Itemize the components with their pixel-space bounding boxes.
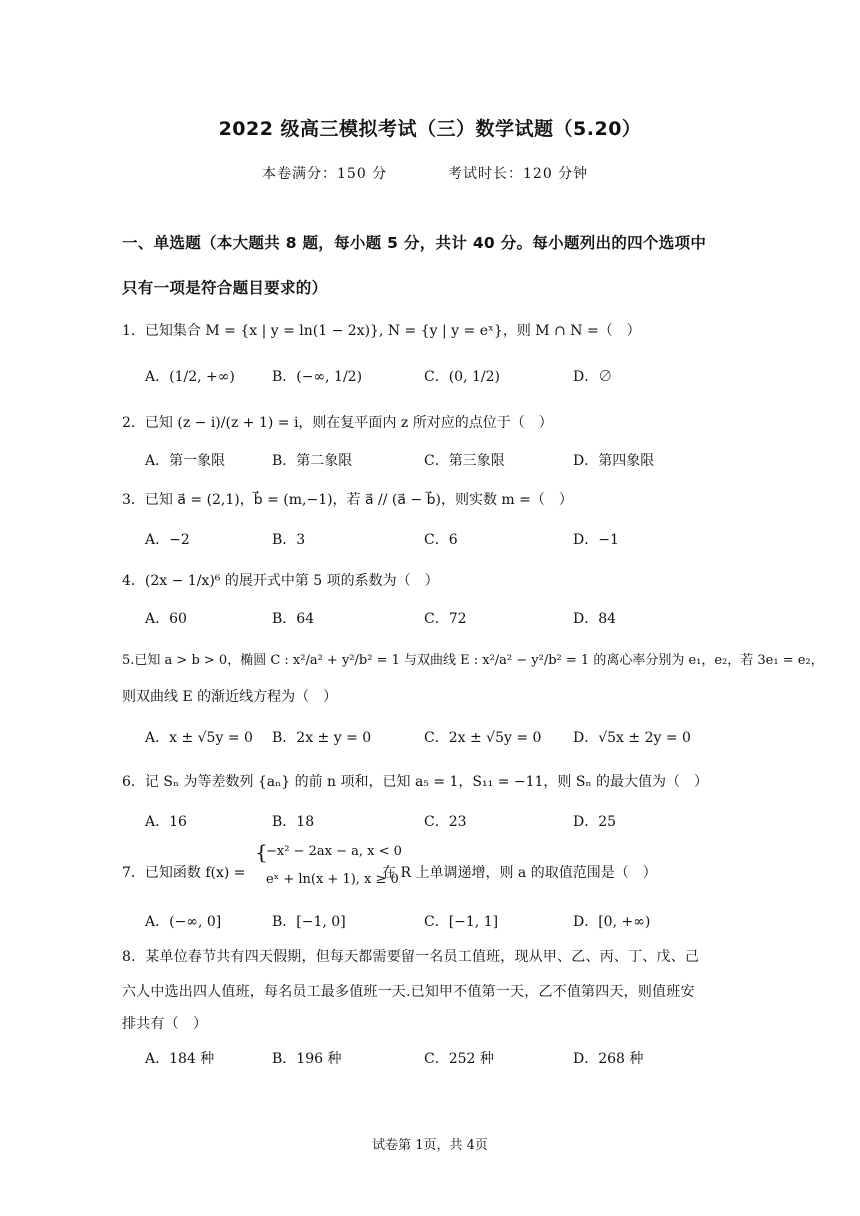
question-5-option-d: D．√5x ± 2y = 0 <box>573 730 691 746</box>
piecewise-brace: { <box>255 840 268 864</box>
question-8-option-c: C．252 种 <box>424 1051 494 1067</box>
question-6-stem: 6．记 Sₙ 为等差数列 {aₙ} 的前 n 项和，已知 a₅ = 1，S₁₁ = −11，则 Sₙ 的最大值为（ ） <box>122 774 708 790</box>
question-4-option-b: B．64 <box>272 611 315 627</box>
question-4-option-d: D．84 <box>573 611 617 627</box>
question-7-option-d: D．[0, +∞) <box>573 914 651 930</box>
question-7-piece-2: eˣ + ln(x + 1), x ≥ 0 <box>266 872 399 887</box>
question-8-line-1: 8．某单位春节共有四天假期，但每天都需要留一名员工值班，现从甲、乙、丙、丁、戊、己 <box>122 949 700 965</box>
question-1-option-c: C．(0, 1/2) <box>424 369 500 385</box>
exam-duration: 考试时长：120 分钟 <box>448 166 589 182</box>
question-3-option-b: B．3 <box>272 532 306 548</box>
page-footer: 试卷第 1页，共 4页 <box>372 1138 488 1153</box>
question-7-option-b: B．[−1, 0] <box>272 914 346 930</box>
question-7-option-c: C．[−1, 1] <box>424 914 499 930</box>
question-2-option-d: D．第四象限 <box>573 453 655 469</box>
question-7-option-a: A．(−∞, 0] <box>145 914 222 930</box>
question-4-stem: 4．(2x − 1/x)⁶ 的展开式中第 5 项的系数为（ ） <box>122 573 439 589</box>
full-score: 本卷满分：150 分 <box>262 166 388 182</box>
question-8-line-2: 六人中选出四人值班，每名员工最多值班一天.已知甲不值第一天，乙不值第四天，则值班安 <box>122 984 695 1000</box>
question-8-option-b: B．196 种 <box>272 1051 342 1067</box>
question-6-option-c: C．23 <box>424 814 467 830</box>
section-heading-line2: 只有一项是符合题目要求的） <box>122 279 328 297</box>
question-5-stem-cont: 则双曲线 E 的渐近线方程为（ ） <box>122 689 338 705</box>
question-2-option-a: A．第一象限 <box>145 453 226 469</box>
question-8-line-3: 排共有（ ） <box>122 1016 208 1032</box>
question-8-option-a: A．184 种 <box>145 1051 215 1067</box>
question-6-option-b: B．18 <box>272 814 315 830</box>
question-1-option-d: D．∅ <box>573 369 613 385</box>
question-5-stem: 5.已知 a > b > 0，椭圆 C : x²/a² + y²/b² = 1 与双曲线 E : x²/a² − y²/b² = 1 的离心率分别为 e₁，e₂，若 3e₁ = e₂， <box>122 653 824 668</box>
question-2-option-b: B．第二象限 <box>272 453 353 469</box>
question-3-option-c: C．6 <box>424 532 458 548</box>
section-heading-line1: 一、单选题（本大题共 8 题，每小题 5 分，共计 40 分。每小题列出的四个选项中 <box>122 234 707 252</box>
question-3-option-d: D．−1 <box>573 532 619 548</box>
question-5-option-c: C．2x ± √5y = 0 <box>424 730 542 746</box>
question-2-option-c: C．第三象限 <box>424 453 505 469</box>
question-4-option-a: A．60 <box>145 611 187 627</box>
question-3-option-a: A．−2 <box>145 532 190 548</box>
question-3-stem: 3．已知 a⃗ = (2,1)，b⃗ = (m,−1)，若 a⃗ // (a⃗ − b⃗)，则实数 m =（ ） <box>122 492 573 508</box>
question-6-option-d: D．25 <box>573 814 617 830</box>
question-4-option-c: C．72 <box>424 611 467 627</box>
question-7-stem-prefix: 7．已知函数 f(x) = <box>122 865 246 881</box>
question-5-option-b: B．2x ± y = 0 <box>272 730 372 746</box>
question-7-piece-1: −x² − 2ax − a, x < 0 <box>266 844 402 859</box>
exam-title: 2022 级高三模拟考试（三）数学试题（5.20） <box>218 118 642 140</box>
question-1-option-a: A．(1/2, +∞) <box>145 369 235 385</box>
question-7-stem-suffix: 在 R 上单调递增，则 a 的取值范围是（ ） <box>382 865 657 881</box>
question-6-option-a: A．16 <box>145 814 187 830</box>
question-5-option-a: A．x ± √5y = 0 <box>145 730 253 746</box>
question-1-option-b: B．(−∞, 1/2) <box>272 369 363 385</box>
question-1-stem: 1．已知集合 M = {x | y = ln(1 − 2x)}, N = {y | y = eˣ}，则 M ∩ N =（ ） <box>122 323 641 339</box>
question-2-stem: 2．已知 (z − i)/(z + 1) = i，则在复平面内 z 所对应的点位于（ ） <box>122 415 553 431</box>
question-8-option-d: D．268 种 <box>573 1051 644 1067</box>
